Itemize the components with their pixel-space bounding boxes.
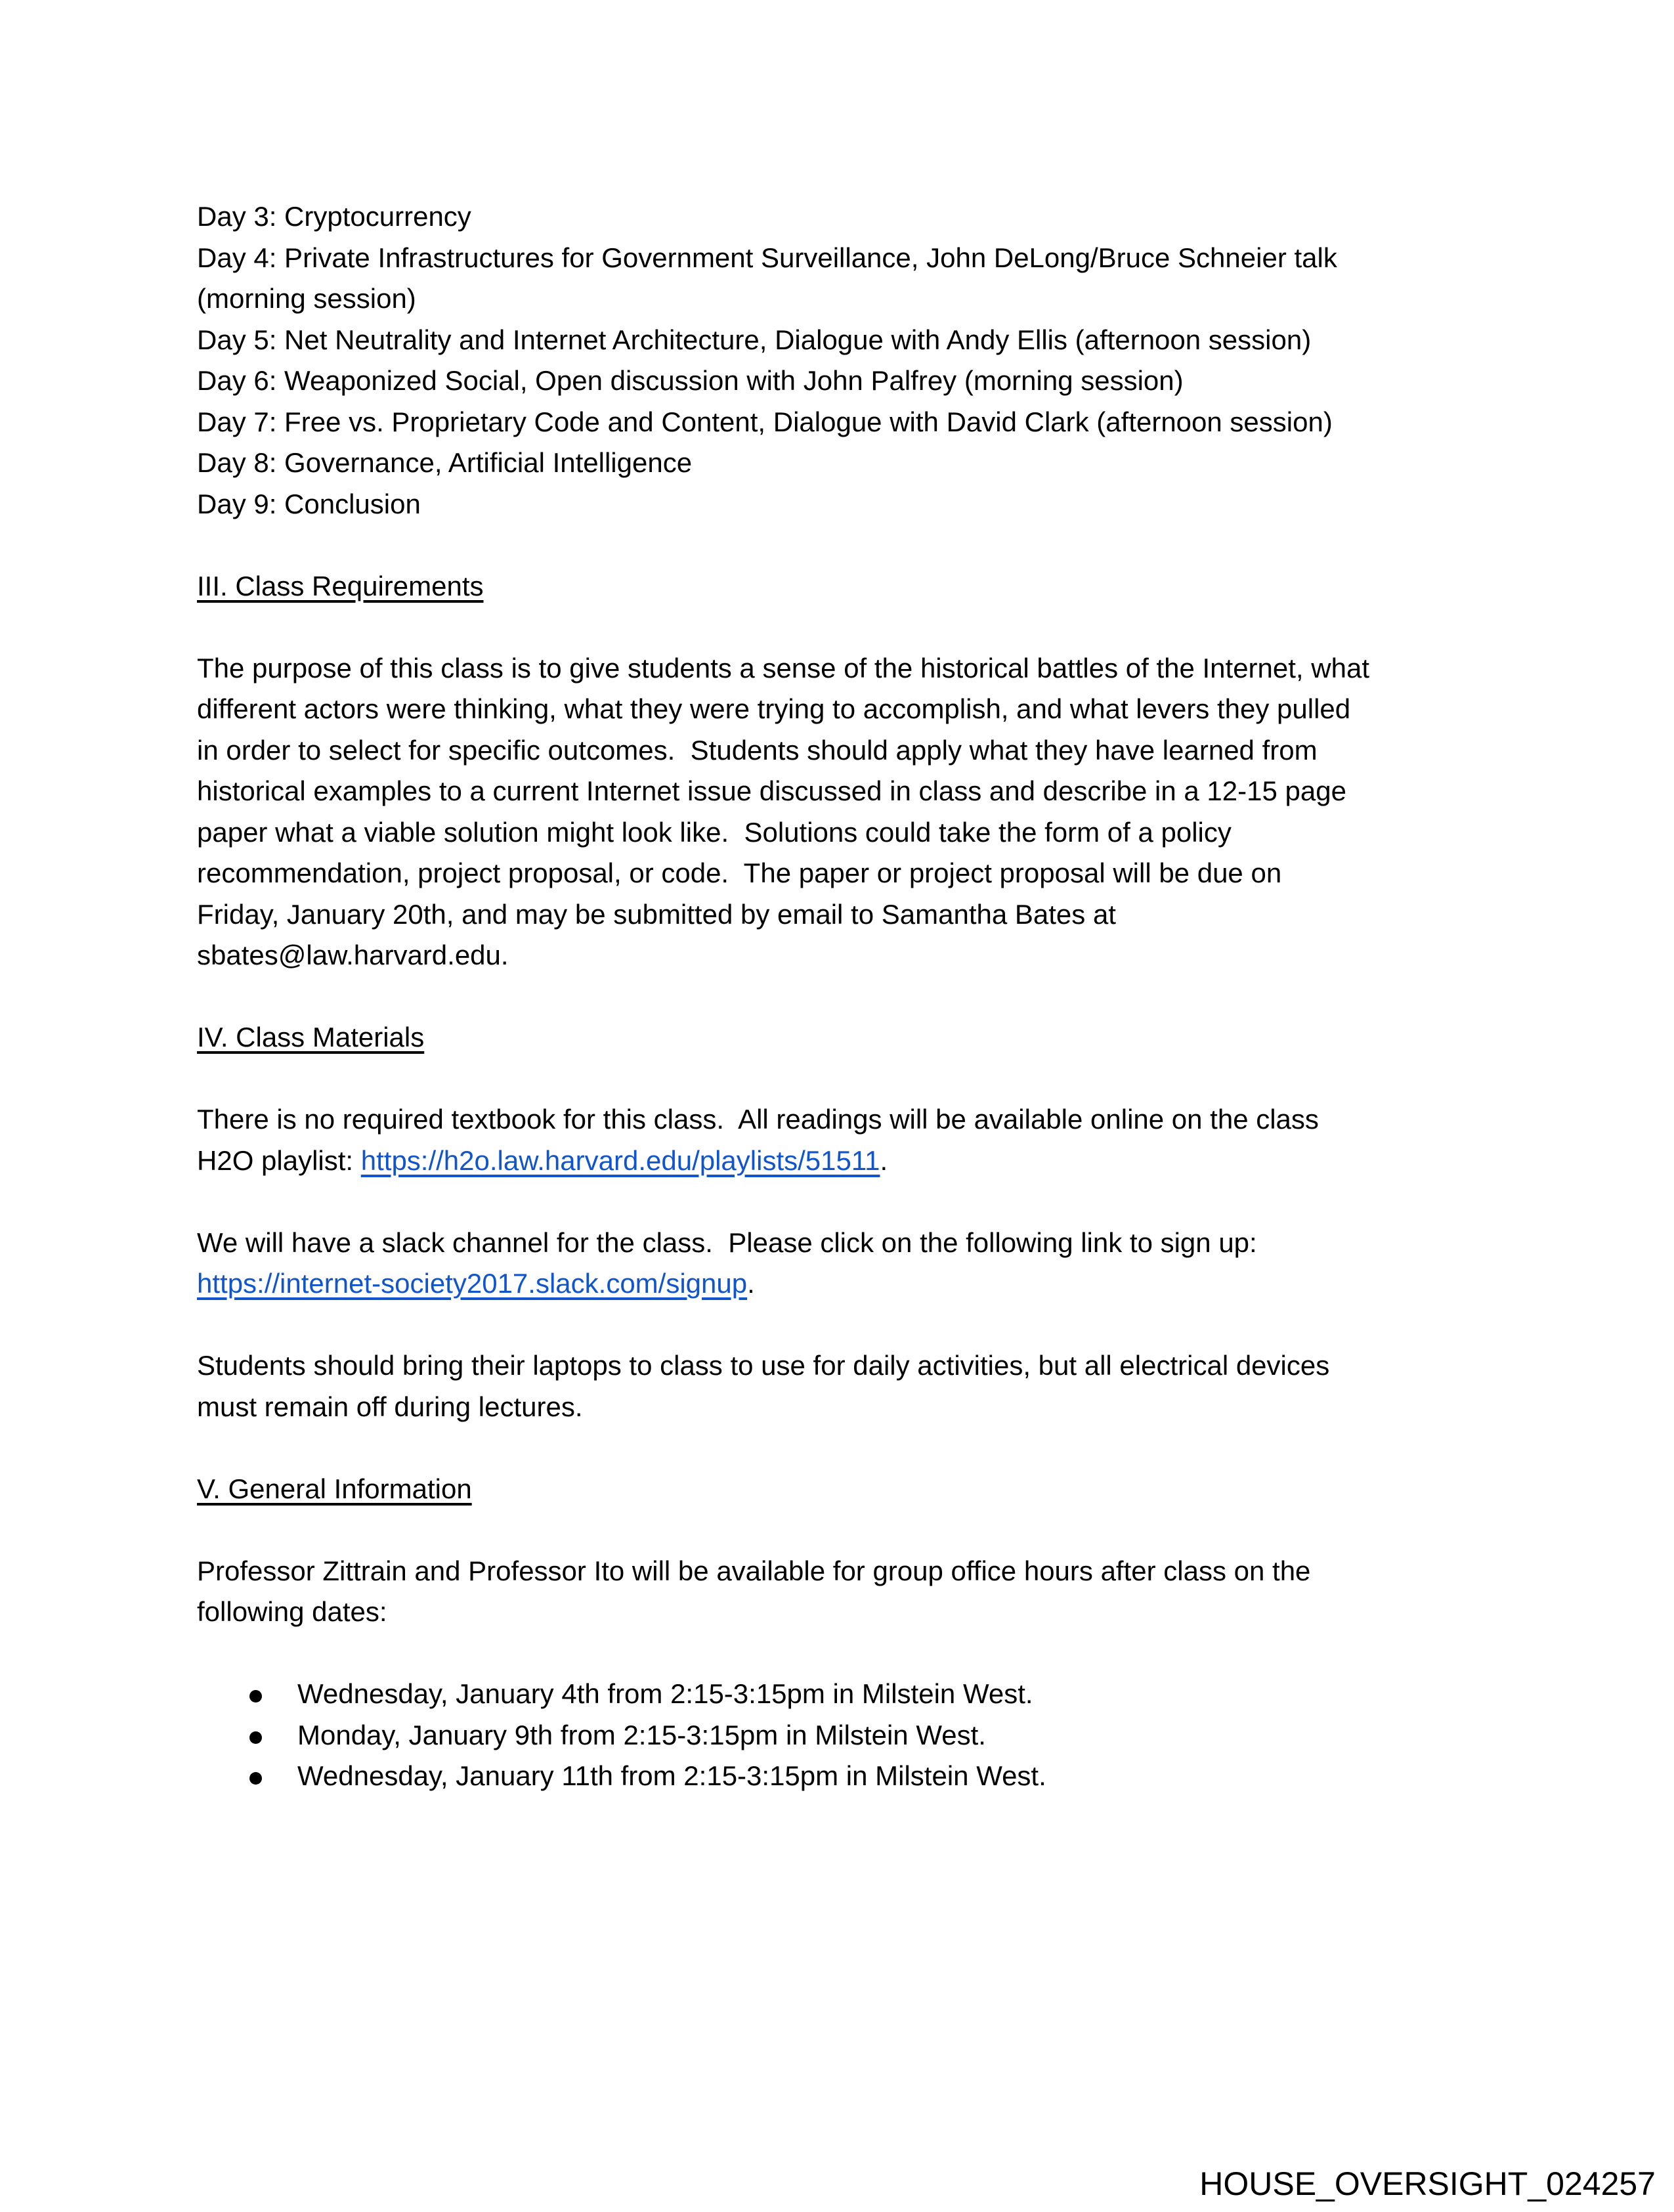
text-line: recommendation, project proposal, or code. The paper or project proposal will be due on: [197, 857, 1282, 888]
text-line: different actors were thinking, what they were trying to accomplish, and what levers they pulled: [197, 693, 1351, 724]
slack-signup-link[interactable]: https://internet-society2017.slack.com/signup: [197, 1268, 748, 1299]
schedule-line-day-6: Day 6: Weaponized Social, Open discussion with John Palfrey (morning session): [197, 365, 1184, 396]
text-line: following dates:: [197, 1596, 387, 1627]
sentence-period: .: [747, 1268, 755, 1299]
course-schedule-paragraph: [197, 196, 1477, 525]
office-hours-text: Monday, January 9th from 2:15-3:15pm in Milstein West.: [297, 1719, 986, 1750]
text-line: in order to select for specific outcomes. Students should apply what they have learned from: [197, 734, 1318, 766]
office-hours-intro-paragraph: [197, 1551, 1477, 1633]
h2o-playlist-link[interactable]: https://h2o.law.harvard.edu/playlists/51511: [360, 1144, 880, 1176]
office-hours-item: [197, 1715, 1477, 1756]
schedule-line-day-7: Day 7: Free vs. Proprietary Code and Content, Dialogue with David Clark (afternoon session): [197, 406, 1333, 437]
schedule-line-day-8: Day 8: Governance, Artificial Intelligence: [197, 447, 693, 478]
bullet-icon: [249, 1772, 262, 1785]
schedule-line-day-3: Day 3: Cryptocurrency: [197, 201, 471, 232]
office-hours-list: [197, 1674, 1477, 1797]
office-hours-item: [197, 1756, 1477, 1797]
bullet-icon: [249, 1690, 262, 1702]
schedule-line-day-9: Day 9: Conclusion: [197, 488, 421, 519]
class-requirements-paragraph: [197, 648, 1477, 976]
h2o-playlist-label: H2O playlist:: [197, 1144, 361, 1176]
text-line: We will have a slack channel for the class. Please click on the following link to sign up:: [197, 1226, 1257, 1258]
text-line: Friday, January 20th, and may be submitted by email to Samantha Bates at: [197, 898, 1116, 930]
office-hours-text: Wednesday, January 11th from 2:15-3:15pm in Milstein West.: [297, 1760, 1046, 1791]
sentence-period: .: [880, 1144, 888, 1176]
office-hours-text: Wednesday, January 4th from 2:15-3:15pm in Milstein West.: [297, 1678, 1033, 1709]
page-content: [197, 196, 1477, 1797]
office-hours-item: [197, 1674, 1477, 1715]
slack-paragraph: [197, 1223, 1477, 1305]
schedule-line-day-4-continued: (morning session): [197, 283, 416, 314]
bates-stamp: HOUSE_OVERSIGHT_024257: [1199, 2165, 1656, 2202]
laptops-paragraph: [197, 1345, 1477, 1427]
slack-signup-line: [197, 1263, 1477, 1305]
h2o-playlist-line: [197, 1140, 1477, 1182]
text-line: Students should bring their laptops to class to use for daily activities, but all electrical devices: [197, 1350, 1330, 1381]
textbook-paragraph: [197, 1099, 1477, 1181]
text-line-email: sbates@law.harvard.edu.: [197, 940, 509, 970]
text-line: paper what a viable solution might look like. Solutions could take the form of a policy: [197, 816, 1232, 848]
text-line: Professor Zittrain and Professor Ito will be available for group office hours after class on the: [197, 1555, 1311, 1586]
text-line: must remain off during lectures.: [197, 1391, 583, 1422]
schedule-line-day-5: Day 5: Net Neutrality and Internet Architecture, Dialogue with Andy Ellis (afternoon session): [197, 324, 1312, 355]
bullet-icon: [249, 1731, 262, 1744]
section-heading-class-requirements: III. Class Requirements: [197, 570, 484, 601]
text-line: The purpose of this class is to give students a sense of the historical battles of the Internet, what: [197, 652, 1369, 683]
section-heading-general-information: V. General Information: [197, 1473, 472, 1504]
schedule-line-day-4: Day 4: Private Infrastructures for Government Surveillance, John DeLong/Bruce Schneier talk: [197, 242, 1337, 273]
text-line: There is no required textbook for this class. All readings will be available online on the class: [197, 1104, 1319, 1135]
section-heading-class-materials: IV. Class Materials: [197, 1022, 425, 1052]
text-line: historical examples to a current Internet issue discussed in class and describe in a 12-15 page: [197, 775, 1346, 806]
